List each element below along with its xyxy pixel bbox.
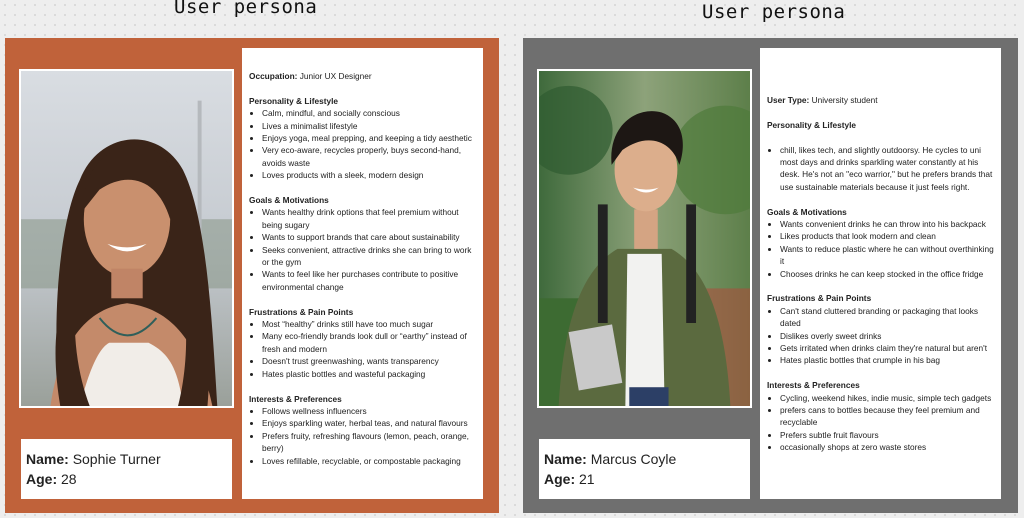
- occupation-line: Occupation: Junior UX Designer: [249, 71, 372, 81]
- frustrations-list: [249, 318, 476, 380]
- right-name-line: [544, 449, 745, 469]
- left-info-card: [242, 48, 483, 499]
- section-title: Goals & Motivations: [249, 195, 329, 206]
- list-item: • Prefers fruity, refreshing flavours (lemon, peach, orange, berry): [262, 430, 476, 455]
- list-item: • Prefers subtle fruit flavours: [780, 429, 994, 441]
- list-item: • Calm, mindful, and socially conscious: [262, 107, 476, 119]
- list-item: • Loves products with a sleek, modern design: [262, 169, 476, 181]
- list-item: • Wants to support brands that care about sustainability: [262, 231, 476, 243]
- personality-list: [767, 144, 994, 194]
- list-item: • occasionally shops at zero waste stores: [780, 441, 994, 453]
- list-item: • Seeks convenient, attractive drinks she can bring to work or the gym: [262, 244, 476, 269]
- section-title: Interests & Preferences: [767, 380, 860, 391]
- man-portrait-photo: [537, 69, 752, 408]
- list-item: • chill, likes tech, and slightly outdoorsy. He cycles to uni most days and drinks sparkling water constantly at his desk. He's not an "eco warrior," but he prefers brands that use sustainable materials because it just feels right.: [780, 144, 994, 194]
- personality-list: [249, 107, 476, 181]
- right-persona-heading: User persona: [702, 1, 846, 23]
- list-item: • Loves refillable, recyclable, or compostable packaging: [262, 455, 476, 467]
- right-persona-frame: [523, 38, 1018, 513]
- age-label: Age:: [544, 471, 576, 487]
- section-title: Personality & Lifestyle: [249, 95, 338, 106]
- woman-portrait-photo: [19, 69, 234, 408]
- user-type-line: User Type: University student: [767, 95, 878, 105]
- goals-list: [767, 218, 994, 280]
- list-item: • Can't stand cluttered branding or packaging that looks dated: [780, 305, 994, 330]
- section-title: Goals & Motivations: [767, 206, 847, 217]
- list-item: • Cycling, weekend hikes, indie music, simple tech gadgets: [780, 392, 994, 404]
- list-item: • Wants to feel like her purchases contribute to positive environmental change: [262, 268, 476, 293]
- left-persona-heading: User persona: [174, 0, 318, 18]
- age-label: Age:: [26, 471, 58, 487]
- goals-list: [249, 206, 476, 293]
- frustrations-list: [767, 305, 994, 367]
- section-title: Interests & Preferences: [249, 393, 342, 404]
- name-label: Name:: [544, 451, 587, 467]
- right-info-card: [760, 48, 1001, 499]
- persona-age: 21: [579, 471, 595, 487]
- list-item: • Follows wellness influencers: [262, 405, 476, 417]
- list-item: • Doesn't trust greenwashing, wants transparency: [262, 355, 476, 367]
- list-item: • Very eco-aware, recycles properly, buys second-hand, avoids waste: [262, 144, 476, 169]
- section-title: Frustrations & Pain Points: [767, 293, 872, 304]
- persona-name: Sophie Turner: [72, 451, 161, 467]
- left-persona-frame: [5, 38, 499, 513]
- left-name-card: [21, 439, 232, 499]
- list-item: • Most “healthy” drinks still have too much sugar: [262, 318, 476, 330]
- list-item: • Hates plastic bottles and wasteful packaging: [262, 368, 476, 380]
- section-title: Frustrations & Pain Points: [249, 306, 354, 317]
- right-name-card: [539, 439, 750, 499]
- left-age-line: [26, 469, 227, 489]
- list-item: • Dislikes overly sweet drinks: [780, 330, 994, 342]
- list-item: • Gets irritated when drinks claim they're natural but aren't: [780, 342, 994, 354]
- name-label: Name:: [26, 451, 69, 467]
- list-item: • Wants healthy drink options that feel premium without being sugary: [262, 206, 476, 231]
- right-age-line: [544, 469, 745, 489]
- section-title: Personality & Lifestyle: [767, 119, 856, 130]
- interests-list: [767, 392, 994, 454]
- list-item: • Enjoys yoga, meal prepping, and keeping a tidy aesthetic: [262, 132, 476, 144]
- list-item: • Enjoys sparkling water, herbal teas, and natural flavours: [262, 417, 476, 429]
- list-item: • Hates plastic bottles that crumple in his bag: [780, 354, 994, 366]
- left-name-line: [26, 449, 227, 469]
- list-item: • Lives a minimalist lifestyle: [262, 120, 476, 132]
- list-item: • Chooses drinks he can keep stocked in the office fridge: [780, 268, 994, 280]
- list-item: • Wants to reduce plastic where he can without overthinking it: [780, 243, 994, 268]
- list-item: • Likes products that look modern and clean: [780, 230, 994, 242]
- list-item: • prefers cans to bottles because they feel premium and recyclable: [780, 404, 994, 429]
- interests-list: [249, 405, 476, 467]
- list-item: • Wants convenient drinks he can throw into his backpack: [780, 218, 994, 230]
- persona-age: 28: [61, 471, 77, 487]
- persona-name: Marcus Coyle: [590, 451, 677, 467]
- list-item: • Many eco-friendly brands look dull or “earthy” instead of fresh and modern: [262, 330, 476, 355]
